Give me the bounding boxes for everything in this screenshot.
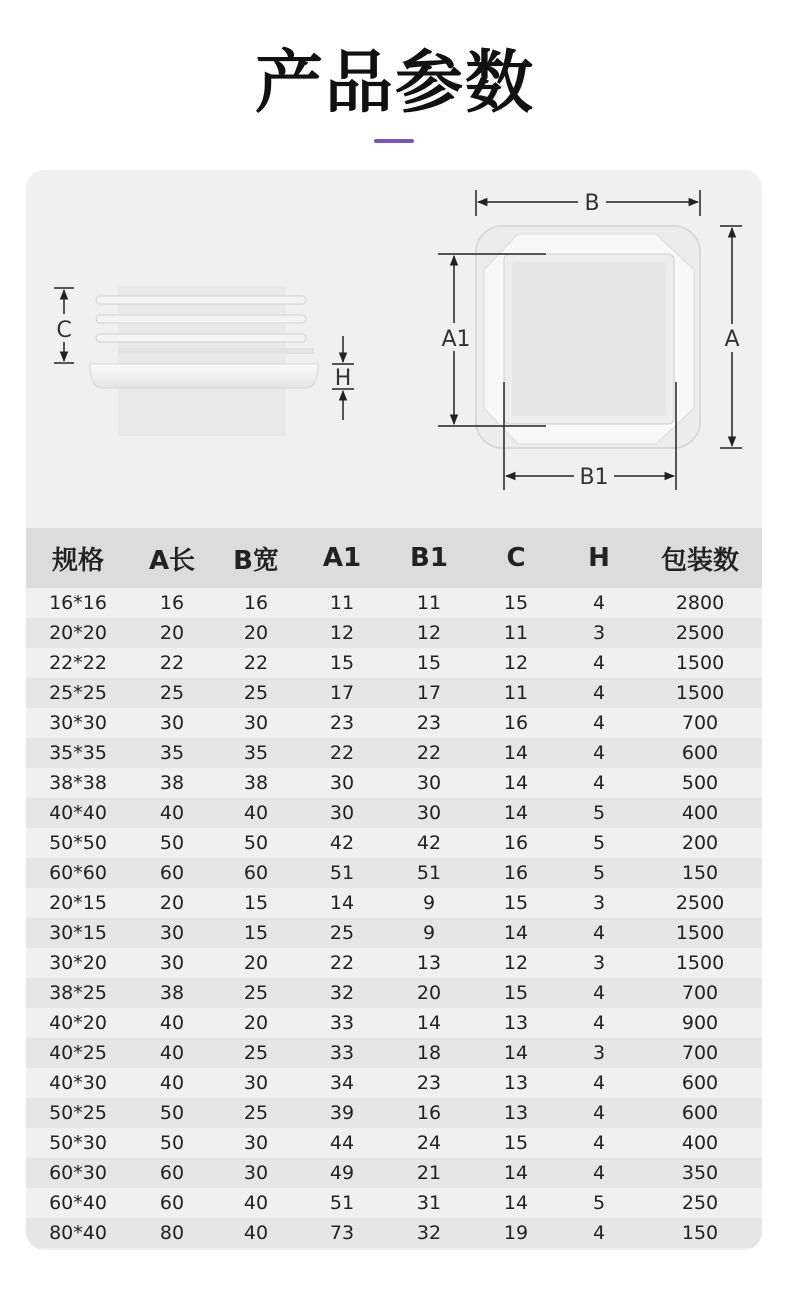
table-cell: 32 (416, 1222, 442, 1244)
table-cell: 20*20 (49, 622, 107, 644)
table-row (26, 1218, 762, 1248)
table-cell: 16 (243, 592, 269, 614)
table-cell: 20*15 (49, 892, 107, 914)
table-cell: 40 (243, 1222, 269, 1244)
table-row (26, 1098, 762, 1128)
table-cell: 50*50 (49, 832, 107, 854)
table-cell: 12 (503, 652, 529, 674)
table-cell: 40 (159, 802, 185, 824)
table-cell: 14 (503, 1042, 529, 1064)
table-cell: 73 (329, 1222, 355, 1244)
table-cell: 40 (159, 1072, 185, 1094)
table-cell: 50*30 (49, 1132, 107, 1154)
table-cell: 400 (681, 802, 719, 824)
table-cell: 25 (243, 1042, 269, 1064)
table-cell: 25 (243, 982, 269, 1004)
table-cell: 60 (159, 862, 185, 884)
table-cell: 5 (592, 1192, 606, 1214)
table-cell: 250 (681, 1192, 719, 1214)
table-cell: 600 (681, 742, 719, 764)
table-cell: 80*40 (49, 1222, 107, 1244)
table-cell: 22 (329, 952, 355, 974)
table-cell: 200 (681, 832, 719, 854)
table-cell: 18 (416, 1042, 442, 1064)
table-cell: 25*25 (49, 682, 107, 704)
table-row (26, 888, 762, 918)
c-dimension (52, 288, 76, 363)
table-cell: 16*16 (49, 592, 107, 614)
table-cell: 5 (592, 862, 606, 884)
table-cell: 50 (243, 832, 269, 854)
header-cell: H (588, 543, 610, 573)
table-cell: 38 (159, 982, 185, 1004)
table-row (26, 618, 762, 648)
table-cell: 60 (159, 1192, 185, 1214)
table-cell: 9 (422, 892, 436, 914)
table-cell: 2500 (675, 892, 725, 914)
table-cell: 30 (243, 1162, 269, 1184)
table-cell: 15 (503, 592, 529, 614)
table-cell: 49 (329, 1162, 355, 1184)
table-cell: 30 (243, 1132, 269, 1154)
table-cell: 2800 (675, 592, 725, 614)
table-cell: 3 (592, 952, 606, 974)
table-cell: 150 (681, 1222, 719, 1244)
table-cell: 30 (159, 712, 185, 734)
table-cell: 32 (329, 982, 355, 1004)
table-row (26, 1068, 762, 1098)
table-cell: 60 (159, 1162, 185, 1184)
b-dimension (476, 188, 700, 216)
table-cell: 500 (681, 772, 719, 794)
table-row (26, 1188, 762, 1218)
table-cell: 20 (159, 892, 185, 914)
table-cell: 30 (243, 1072, 269, 1094)
table-cell: 40 (159, 1042, 185, 1064)
table-cell: 4 (592, 1132, 606, 1154)
table-cell: 33 (329, 1012, 355, 1034)
table-cell: 22 (243, 652, 269, 674)
table-cell: 4 (592, 1162, 606, 1184)
table-row (26, 678, 762, 708)
table-cell: 19 (503, 1222, 529, 1244)
table-cell: 44 (329, 1132, 355, 1154)
table-cell: 600 (681, 1102, 719, 1124)
spec-card (26, 170, 762, 1250)
table-cell: 80 (159, 1222, 185, 1244)
table-cell: 30 (159, 952, 185, 974)
table-cell: 14 (503, 1162, 529, 1184)
table-row (26, 1158, 762, 1188)
table-cell: 25 (329, 922, 355, 944)
table-cell: 42 (416, 832, 442, 854)
table-cell: 15 (503, 982, 529, 1004)
table-cell: 16 (159, 592, 185, 614)
table-cell: 21 (416, 1162, 442, 1184)
header-cell: A1 (322, 543, 362, 573)
table-cell: 900 (681, 1012, 719, 1034)
table-cell: 30*30 (49, 712, 107, 734)
b-label: B (584, 191, 600, 216)
table-row (26, 768, 762, 798)
table-cell: 31 (416, 1192, 442, 1214)
table-cell: 600 (681, 1072, 719, 1094)
table-cell: 40*30 (49, 1072, 107, 1094)
table-cell: 38 (243, 772, 269, 794)
table-cell: 1500 (675, 952, 725, 974)
table-cell: 2500 (675, 622, 725, 644)
table-cell: 20 (243, 1012, 269, 1034)
table-cell: 14 (416, 1012, 442, 1034)
table-cell: 3 (592, 1042, 606, 1064)
table-cell: 24 (416, 1132, 442, 1154)
table-cell: 4 (592, 592, 606, 614)
header-cell: B1 (410, 543, 448, 573)
table-cell: 3 (592, 892, 606, 914)
table-cell: 11 (416, 592, 442, 614)
table-cell: 4 (592, 1012, 606, 1034)
table-cell: 4 (592, 922, 606, 944)
table-cell: 15 (243, 892, 269, 914)
table-cell: 30*15 (49, 922, 107, 944)
table-cell: 38*25 (49, 982, 107, 1004)
table-row (26, 588, 762, 618)
table-row (26, 1038, 762, 1068)
table-cell: 4 (592, 1072, 606, 1094)
table-cell: 60*60 (49, 862, 107, 884)
table-cell: 20 (416, 982, 442, 1004)
table-cell: 16 (503, 712, 529, 734)
table-cell: 4 (592, 742, 606, 764)
table-row (26, 708, 762, 738)
table-cell: 13 (503, 1072, 529, 1094)
table-cell: 5 (592, 832, 606, 854)
header-cell: A长 (148, 545, 196, 576)
header-cell: 规格 (51, 545, 104, 576)
table-cell: 4 (592, 982, 606, 1004)
table-cell: 1500 (675, 922, 725, 944)
table-cell: 51 (416, 862, 442, 884)
table-cell: 11 (503, 682, 529, 704)
table-cell: 33 (329, 1042, 355, 1064)
table-cell: 1500 (675, 652, 725, 674)
table-cell: 25 (243, 682, 269, 704)
table-cell: 3 (592, 622, 606, 644)
table-cell: 13 (416, 952, 442, 974)
table-cell: 4 (592, 1222, 606, 1244)
table-cell: 9 (422, 922, 436, 944)
table-cell: 350 (681, 1162, 719, 1184)
spec-table (26, 528, 762, 1248)
table-cell: 4 (592, 712, 606, 734)
table-cell: 40 (159, 1012, 185, 1034)
table-cell: 23 (416, 1072, 442, 1094)
table-cell: 15 (503, 892, 529, 914)
table-cell: 14 (329, 892, 355, 914)
table-header-row (26, 528, 762, 588)
table-cell: 35 (243, 742, 269, 764)
side-view (90, 286, 318, 436)
table-cell: 40*20 (49, 1012, 107, 1034)
table-row (26, 978, 762, 1008)
dimension-diagram (26, 170, 762, 528)
table-cell: 700 (681, 1042, 719, 1064)
page-title: 产品参数 (254, 44, 535, 123)
table-cell: 5 (592, 802, 606, 824)
header-cell: B宽 (233, 545, 279, 576)
table-row (26, 948, 762, 978)
table-row (26, 798, 762, 828)
table-cell: 14 (503, 772, 529, 794)
table-cell: 16 (503, 862, 529, 884)
table-cell: 4 (592, 772, 606, 794)
table-cell: 150 (681, 862, 719, 884)
header-cell: 包装数 (660, 545, 739, 576)
table-cell: 30*20 (49, 952, 107, 974)
table-cell: 15 (243, 922, 269, 944)
table-cell: 17 (416, 682, 442, 704)
h-dimension (332, 336, 354, 420)
c-label: C (56, 318, 72, 343)
table-cell: 51 (329, 862, 355, 884)
table-cell: 12 (416, 622, 442, 644)
table-cell: 23 (416, 712, 442, 734)
table-cell: 40 (243, 802, 269, 824)
table-cell: 20 (243, 952, 269, 974)
table-cell: 22 (159, 652, 185, 674)
table-cell: 13 (503, 1012, 529, 1034)
table-cell: 400 (681, 1132, 719, 1154)
table-cell: 4 (592, 1102, 606, 1124)
table-cell: 22 (329, 742, 355, 764)
b1-label: B1 (579, 465, 609, 490)
table-cell: 11 (329, 592, 355, 614)
h-label: H (334, 366, 352, 391)
table-row (26, 738, 762, 768)
a-dimension (718, 226, 746, 448)
table-cell: 39 (329, 1102, 355, 1124)
table-row (26, 648, 762, 678)
table-cell: 51 (329, 1192, 355, 1214)
table-row (26, 1008, 762, 1038)
table-body (26, 588, 762, 1248)
table-cell: 40*40 (49, 802, 107, 824)
table-cell: 30 (243, 712, 269, 734)
table-cell: 20 (159, 622, 185, 644)
table-cell: 15 (503, 1132, 529, 1154)
table-cell: 20 (243, 622, 269, 644)
table-row (26, 918, 762, 948)
a-label: A (724, 327, 740, 352)
table-row (26, 858, 762, 888)
top-view (476, 226, 700, 448)
table-cell: 30 (416, 802, 442, 824)
table-cell: 15 (329, 652, 355, 674)
table-cell: 30 (329, 772, 355, 794)
table-cell: 14 (503, 922, 529, 944)
table-cell: 17 (329, 682, 355, 704)
table-cell: 16 (416, 1102, 442, 1124)
table-cell: 40 (243, 1192, 269, 1214)
table-cell: 35 (159, 742, 185, 764)
table-cell: 700 (681, 982, 719, 1004)
table-cell: 38 (159, 772, 185, 794)
table-cell: 50 (159, 832, 185, 854)
table-row (26, 828, 762, 858)
table-cell: 14 (503, 742, 529, 764)
table-cell: 40*25 (49, 1042, 107, 1064)
table-cell: 30 (416, 772, 442, 794)
table-cell: 34 (329, 1072, 355, 1094)
table-cell: 22*22 (49, 652, 107, 674)
a1-label: A1 (441, 327, 471, 352)
table-cell: 25 (159, 682, 185, 704)
table-cell: 60*40 (49, 1192, 107, 1214)
table-cell: 50*25 (49, 1102, 107, 1124)
table-cell: 11 (503, 622, 529, 644)
table-cell: 38*38 (49, 772, 107, 794)
table-cell: 16 (503, 832, 529, 854)
table-cell: 30 (329, 802, 355, 824)
table-cell: 14 (503, 802, 529, 824)
table-cell: 13 (503, 1102, 529, 1124)
table-cell: 22 (416, 742, 442, 764)
table-cell: 4 (592, 652, 606, 674)
table-cell: 15 (416, 652, 442, 674)
table-cell: 14 (503, 1192, 529, 1214)
table-cell: 700 (681, 712, 719, 734)
table-cell: 1500 (675, 682, 725, 704)
table-cell: 42 (329, 832, 355, 854)
header-cell: C (506, 543, 526, 573)
table-cell: 50 (159, 1102, 185, 1124)
table-cell: 60 (243, 862, 269, 884)
table-cell: 30 (159, 922, 185, 944)
table-cell: 35*35 (49, 742, 107, 764)
table-row (26, 1128, 762, 1158)
table-cell: 12 (503, 952, 529, 974)
table-cell: 25 (243, 1102, 269, 1124)
table-cell: 60*30 (49, 1162, 107, 1184)
table-cell: 4 (592, 682, 606, 704)
table-cell: 23 (329, 712, 355, 734)
table-cell: 50 (159, 1132, 185, 1154)
title-underline (374, 139, 414, 143)
table-cell: 12 (329, 622, 355, 644)
